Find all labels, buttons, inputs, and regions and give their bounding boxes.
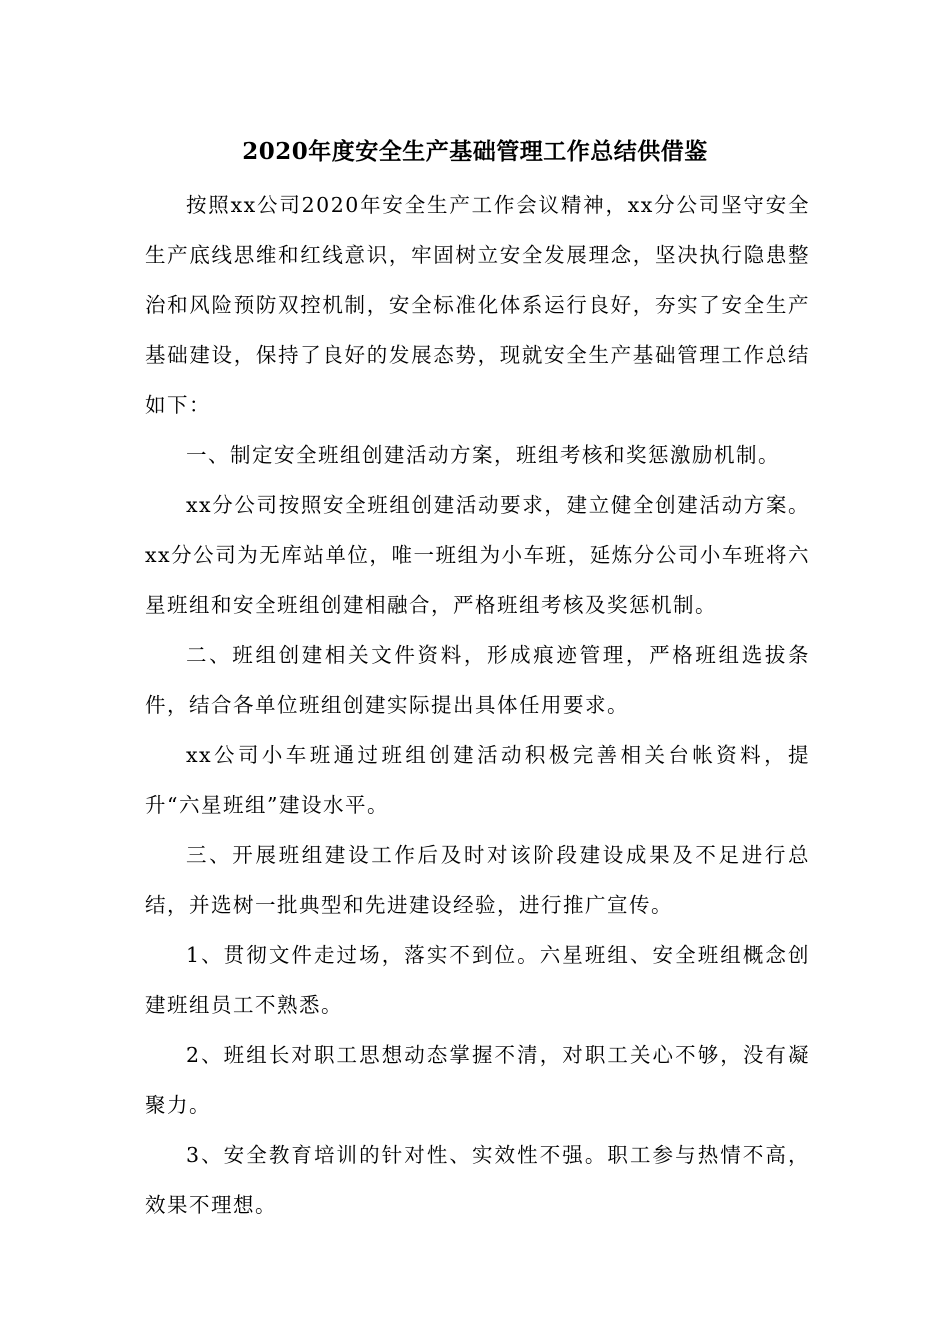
paragraph-list-item-1: 1、贯彻文件走过场，落实不到位。六星班组、安全班组概念创建班组员工不熟悉。 bbox=[145, 943, 810, 1017]
paragraph-list-item-2: 2、班组长对职工思想动态掌握不清，对职工关心不够，没有凝聚力。 bbox=[145, 1043, 810, 1117]
paragraph-heading-2: 二、班组创建相关文件资料，形成痕迹管理，严格班组选拔条件，结合各单位班组创建实际提出具体任用要求。 bbox=[145, 643, 810, 717]
paragraph-heading-1: 一、制定安全班组创建活动方案，班组考核和奖惩激励机制。 bbox=[186, 443, 780, 467]
paragraph-intro: 按照xx公司2020年安全生产工作会议精神，xx分公司坚守安全生产底线思维和红线意识，牢固树立安全发展理念，坚决执行隐患整治和风险预防双控机制，安全标准化体系运行良好，夯实了安全生产基础建设，保持了良好的发展态势，现就安全生产基础管理工作总结如下： bbox=[145, 193, 810, 417]
paragraph-list-item-3: 3、安全教育培训的针对性、实效性不强。职工参与热情不高，效果不理想。 bbox=[145, 1143, 810, 1217]
paragraph: xx公司小车班通过班组创建活动积极完善相关台帐资料，提升“六星班组”建设水平。 bbox=[145, 743, 810, 817]
document-title: 2020年度安全生产基础管理工作总结供借鉴 bbox=[242, 138, 708, 165]
paragraph: xx分公司按照安全班组创建活动要求，建立健全创建活动方案。xx分公司为无库站单位，唯一班组为小车班，延炼分公司小车班将六星班组和安全班组创建相融合，严格班组考核及奖惩机制。 bbox=[145, 493, 810, 617]
paragraph-heading-3: 三、开展班组建设工作后及时对该阶段建设成果及不足进行总结，并选树一批典型和先进建设经验，进行推广宣传。 bbox=[145, 843, 810, 917]
document-body bbox=[145, 180, 810, 1230]
